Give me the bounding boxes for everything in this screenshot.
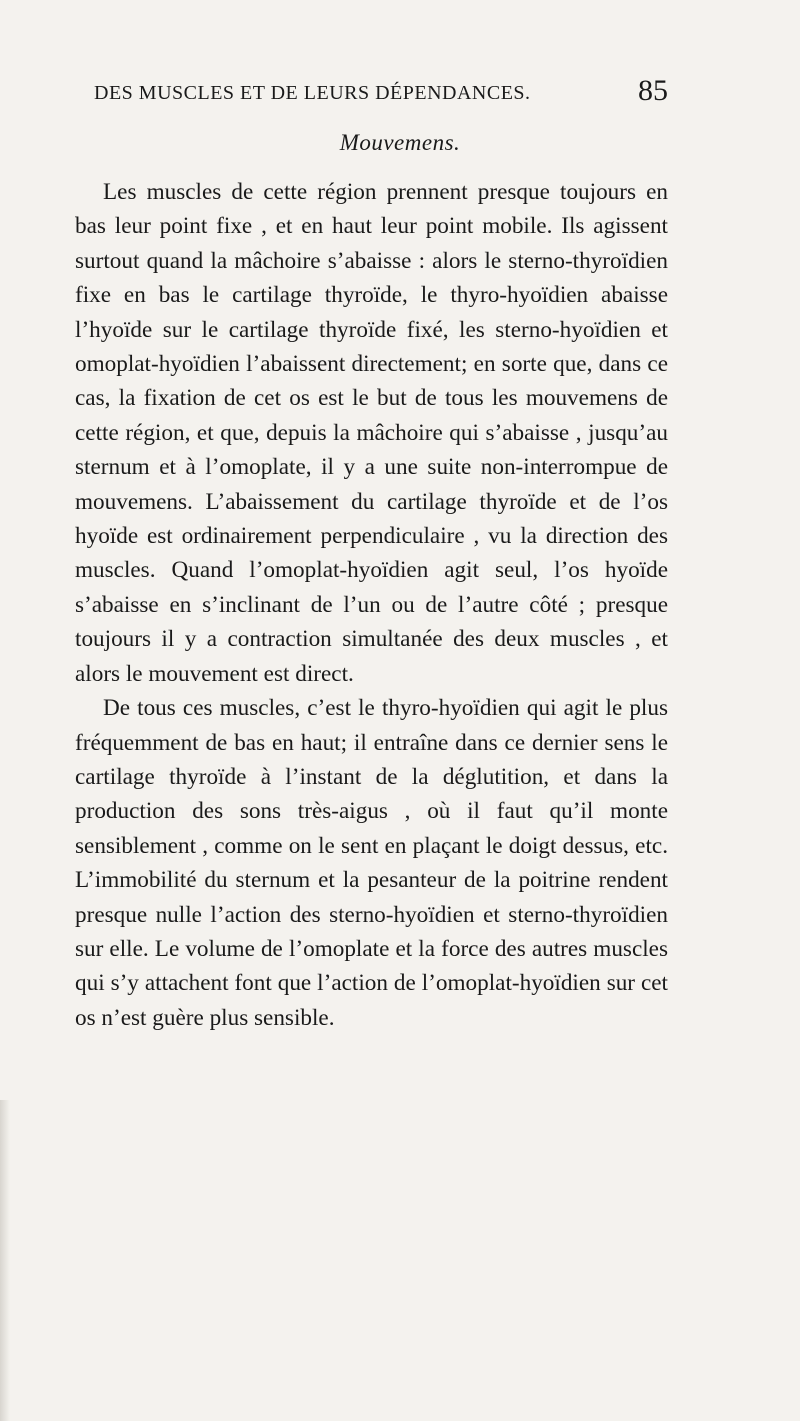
page-gutter-shadow	[0, 1100, 10, 1421]
running-title: DES MUSCLES ET DE LEURS DÉPENDANCES.	[94, 82, 531, 104]
paragraph-1: Les muscles de cette région prennent presque toujours en bas leur point fixe , et en haut leur point mobile. Ils agissent surtout quand la mâchoire s’abaisse : alors le sterno-thyroïdien fixe en bas le cartilage thyroïde, le thyro-hyoïdien abaisse l’hyoïde sur le cartilage thyroïde fixé, les sterno-hyoïdien et omoplat-hyoïdien l’abaissent directement; en sorte que, dans ce cas, la fixation de cet os est le but de tous les mouvemens de cette région, et que, depuis la mâchoire qui s’abaisse , jusqu’au sternum et à l’omoplate, il y a une suite non-interrompue de mouvemens. L’abaissement du cartilage thyroïde et de l’os hyoïde est ordinairement perpendiculaire , vu la direction des muscles. Quand l’omoplat-hyoïdien agit seul, l’os hyoïde s’abaisse en s’inclinant de l’un ou de l’autre côté ; presque toujours il y a contraction simultanée des deux muscles , et alors le mouvement est direct.	[75, 179, 668, 687]
paragraph-2: De tous ces muscles, c’est le thyro-hyoïdien qui agit le plus fréquemment de bas en haut; il entraîne dans ce dernier sens le cartilage thyroïde à l’instant de la déglutition, et dans la production des sons très-aigus , où il faut qu’il monte sensiblement , comme on le sent en plaçant le doigt dessus, etc. L’immobilité du sternum et la pesanteur de la poitrine rendent presque nulle l’action des sterno-hyoïdien et sterno-thyroïdien sur elle. Le volume de l’omoplate et la force des autres muscles qui s’y attachent font que l’action de l’omoplat-hyoïdien sur cet os n’est guère plus sensible.	[75, 695, 668, 1031]
running-head	[94, 74, 668, 114]
section-heading: Mouvemens.	[339, 130, 461, 155]
page-number: 85	[638, 74, 668, 107]
body-text	[75, 175, 668, 1035]
